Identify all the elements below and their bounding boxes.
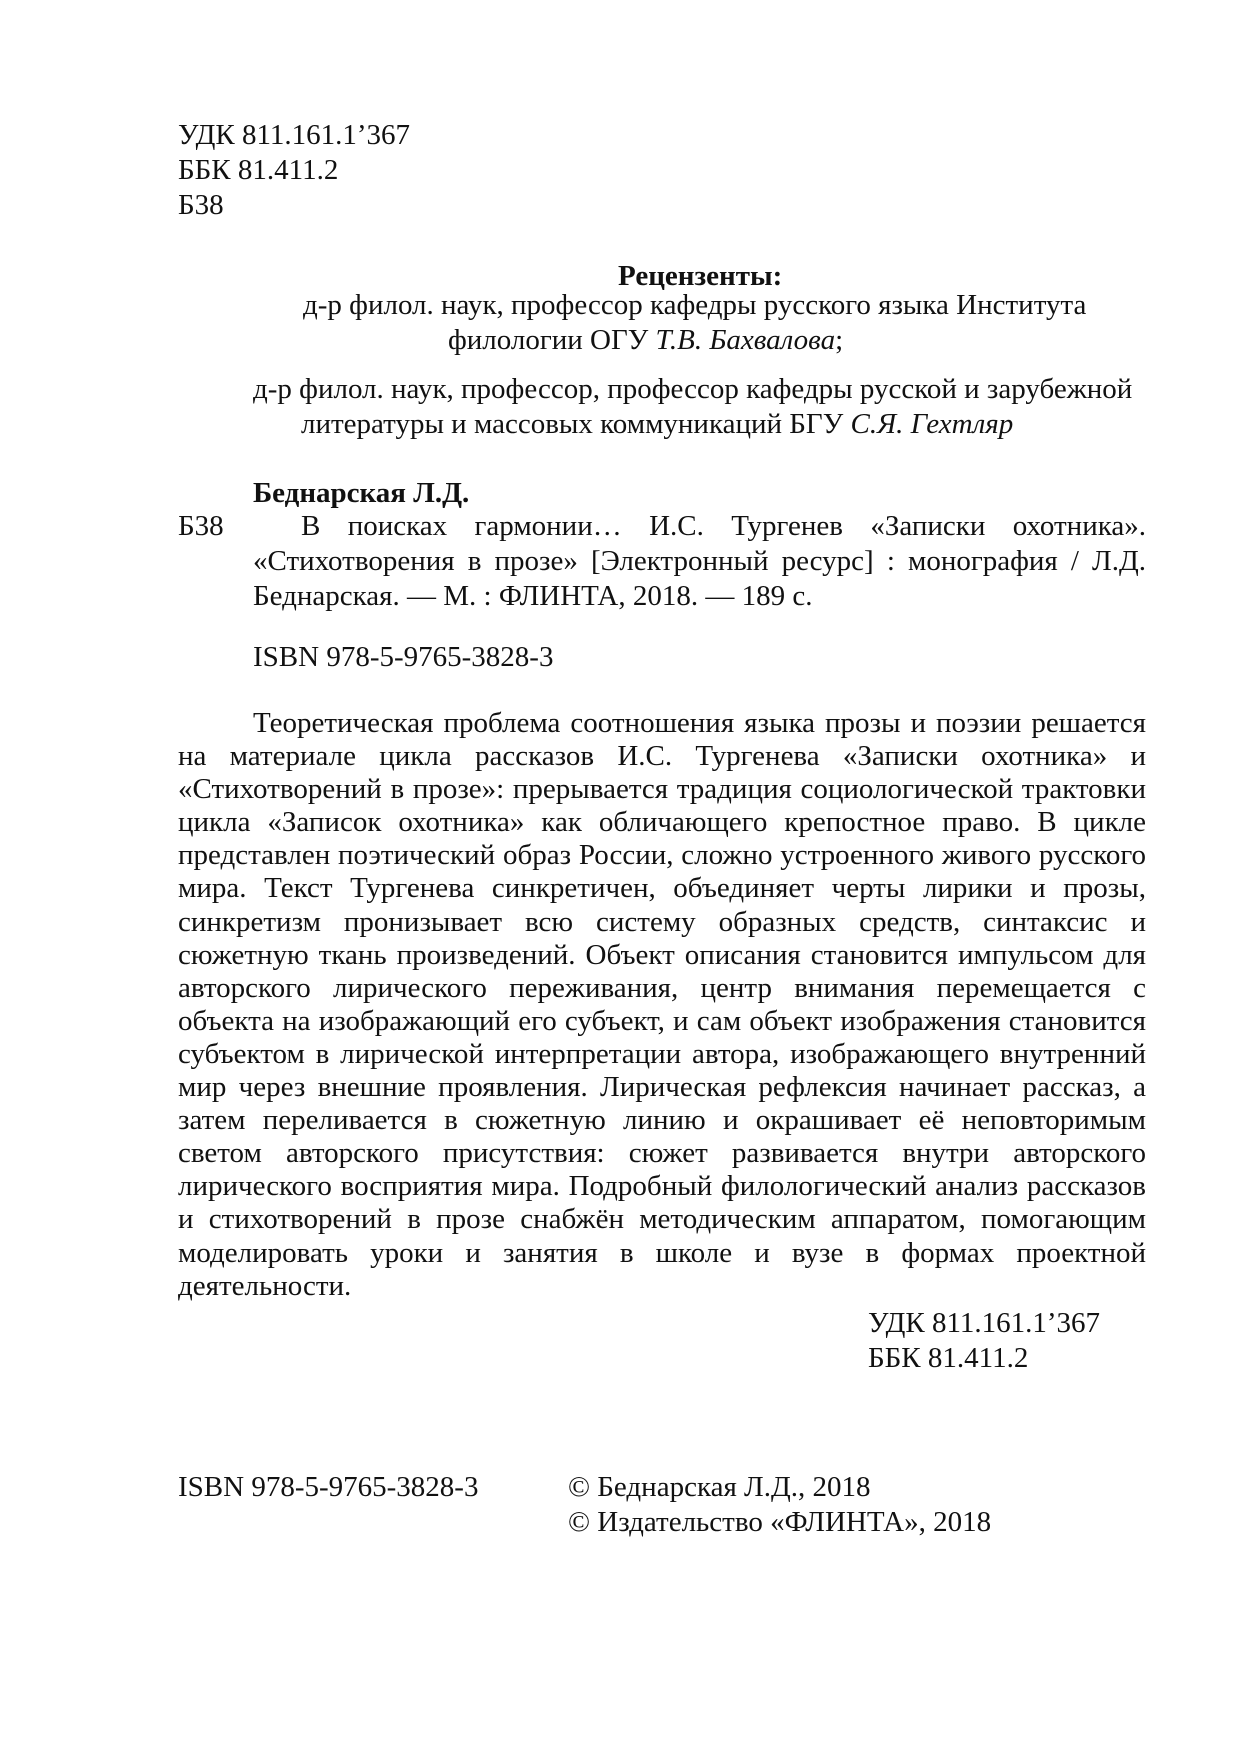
catalog-isbn: ISBN 978-5-9765-3828-3 — [253, 641, 554, 673]
reviewer-1-line-1: д-р филол. наук, профессор кафедры русского языка Института — [303, 289, 1087, 321]
copyright-publisher: © Издательство «ФЛИНТА», 2018 — [568, 1506, 992, 1538]
reviewer-1-name: Т.В. Бахвалова — [655, 324, 836, 356]
reviewer-1 — [303, 288, 1086, 358]
footer-classification — [868, 1306, 1100, 1376]
reviewers-heading: Рецензенты: — [618, 260, 783, 292]
bibliographic-text: В поисках гармонии… И.С. Тургенев «Записки охотника». «Стихотворения в прозе» [Электронный ресурс] : монография / Л.Д. Беднарская. — М. : ФЛИНТА, 2018. — 189 с. — [253, 510, 1146, 612]
catalog-author-mark: Б38 — [178, 510, 224, 542]
reviewer-2-line-2 — [253, 407, 1132, 442]
reviewer-1-suffix: ; — [835, 324, 844, 356]
author-mark: Б38 — [178, 189, 224, 221]
bbk-code: ББК 81.411.2 — [178, 154, 339, 186]
udk-code: УДК 811.161.1’367 — [178, 119, 411, 151]
bibliographic-description — [253, 509, 1146, 614]
classification-codes — [178, 118, 410, 223]
copyright-block — [568, 1470, 991, 1540]
copyright-author: © Беднарская Л.Д., 2018 — [568, 1471, 871, 1503]
reviewer-1-affiliation: филологии ОГУ — [448, 324, 656, 356]
catalog-author: Беднарская Л.Д. — [253, 477, 470, 509]
reviewer-2-line-1: д-р филол. наук, профессор, профессор кафедры русской и зарубежной — [253, 373, 1133, 405]
reviewer-1-line-2 — [303, 323, 1086, 358]
footer-isbn: ISBN 978-5-9765-3828-3 — [178, 1471, 479, 1503]
reviewer-2-name: С.Я. Гехтляр — [850, 408, 1014, 440]
reviewer-2-affiliation: литературы и массовых коммуникаций БГУ — [301, 408, 851, 440]
footer-bbk: ББК 81.411.2 — [868, 1342, 1029, 1374]
reviewer-2 — [253, 372, 1132, 442]
annotation — [178, 707, 1146, 1303]
footer-udk: УДК 811.161.1’367 — [868, 1307, 1101, 1339]
annotation-text: Теоретическая проблема соотношения языка прозы и поэзии решается на материале цикла рассказов И.С. Тургенева «Записки охотника» и «Стихотворений в прозе»: прерывается традиция социологической трактовки цикла «Записок охотника» как обличающего крепостное право. В цикле представлен поэтический образ России, сложно устроенного живого русского мира. Текст Тургенева синкретичен, объединяет черты лирики и прозы, синкретизм пронизывает всю систему образных средств, синтаксис и сюжетную ткань произведений. Объект описания становится импульсом для авторского лирического переживания, центр внимания перемещается с объекта на изображающий его субъект, и сам объект изображения становится субъектом в лирической интерпретации автора, изображающего внутренний мир через внешние проявления. Лирическая рефлексия начинает рассказ, а затем переливается в сюжетную линию и окрашивает её неповторимым светом авторского присутствия: сюжет развивается внутри авторского лирического восприятия мира. Подробный филологический анализ рассказов и стихотворений в прозе снабжён методическим аппаратом, помогающим моделировать уроки и занятия в школе и вузе в формах проектной деятельности. — [178, 707, 1146, 1302]
